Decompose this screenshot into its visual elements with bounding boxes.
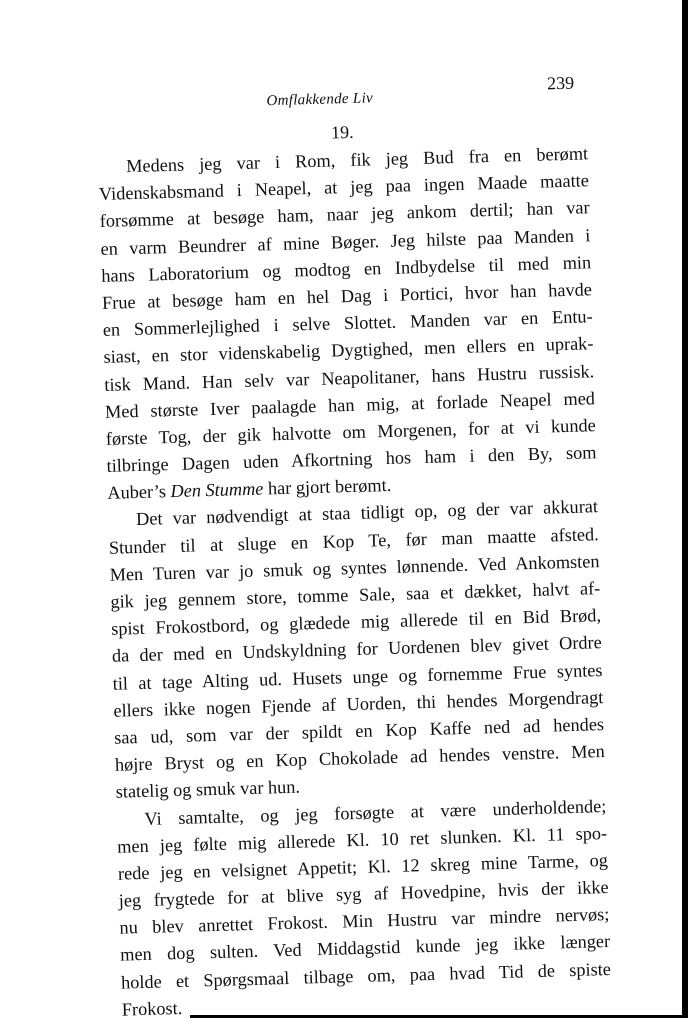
text-line: jeg frygtede for at blive syg af Hovedpine, hvis der ikke (118, 877, 609, 911)
text-line: spist Frokostbord, og glædede mig allerede til en Bid Brød, (110, 605, 602, 639)
text-line: højre Bryst og en Kop Chokolade ad hendes venstre. Men (114, 741, 606, 775)
text-line: men dog sulten. Ved Middagstid kunde jeg ikke længer (119, 931, 611, 966)
text-line: siast, en stor videnskabelig Dygtighed, men ellers en uprak- (103, 333, 594, 368)
text-line: saa ud, som var der spildt en Kop Kaffe ned ad hendes (113, 714, 605, 748)
text-line: hans Laboratorium og modtog en Indbydelse til med min (101, 251, 592, 286)
text-line: rede jeg en velsignet Appetit; Kl. 12 skreg mine Tarme, og (117, 849, 609, 884)
text-line: Vi samtalte, og jeg forsøgte at være underholdende; (144, 795, 607, 829)
text-line: gik jeg gennem store, tomme Sale, saa et dækket, halvt af- (110, 578, 601, 612)
text-line: Stunder til at sluge en Kop Te, før man maatte afsted. (108, 523, 599, 558)
paragraph-1 (98, 140, 598, 507)
page-number: 239 (546, 72, 575, 94)
paragraph-2 (108, 494, 606, 807)
text-line: første Tog, der gik halvotte om Morgenen, for at vi kunde (105, 415, 596, 449)
text-line: nu blev anrettet Frokost. Min Hustru var mindre nervøs; (119, 904, 610, 938)
text-line: Med største Iver paalagde han mig, at forlade Neapel med (104, 387, 596, 422)
text-line: da der med en Undskyldning for Uordenen blev givet Ordre (111, 632, 603, 667)
text-line: Frokost. (121, 997, 183, 1020)
text-line: Frue at besøge ham en hel Dag i Portici, hvor han havde (101, 279, 593, 313)
work-title: Den Stumme (170, 478, 264, 502)
text-line: Det var nødvendigt at staa tidligt op, og der var akkurat (135, 496, 599, 530)
text-line: Medens jeg var i Rom, fik jeg Bud fra en berømt (125, 143, 589, 177)
text-line: men jeg følte mig allerede Kl. 10 ret slunken. Kl. 11 spo- (116, 822, 608, 857)
running-head: Omflakkende Liv (266, 90, 374, 110)
text-segment: har gjort berømt. (263, 475, 392, 499)
text-segment: Auber’s (107, 481, 171, 504)
text-line: en varm Beundrer af mine Bøger. Jeg hilste paa Manden i (100, 224, 591, 259)
text-line: tilbringe Dagen uden Afkortning hos ham i den By, som (106, 442, 597, 476)
text-line: en Sommerlejlighed i selve Slottet. Manden var en Entu- (102, 306, 593, 341)
text-line: tisk Mand. Han selv var Neapolitaner, hans Hustru russisk. (104, 360, 595, 395)
text-line: holde et Spørgsmaal tilbage om, paa hvad Tid de spiste (120, 958, 612, 993)
text-line: Videnskabsmand i Neapel, at jeg paa ingen Maade maatte (98, 170, 590, 205)
paragraph-3 (116, 793, 612, 1024)
text-line: til at tage Alting ud. Husets unge og fornemme Frue syntes (112, 659, 603, 694)
chapter-number: 19. (330, 121, 354, 143)
scan-edge-right (682, 0, 688, 1018)
text-line: ellers ikke nogen Fjende af Uorden, thi hendes Morgendragt (113, 686, 604, 721)
text-line: forsømme at besøge ham, naar jeg ankom dertil; han var (99, 197, 590, 232)
book-page (96, 72, 612, 1023)
text-line: statelig og smuk var hun. (115, 776, 301, 803)
text-line: Men Turen var jo smuk og syntes lønnende. Ved Ankomsten (109, 550, 600, 585)
